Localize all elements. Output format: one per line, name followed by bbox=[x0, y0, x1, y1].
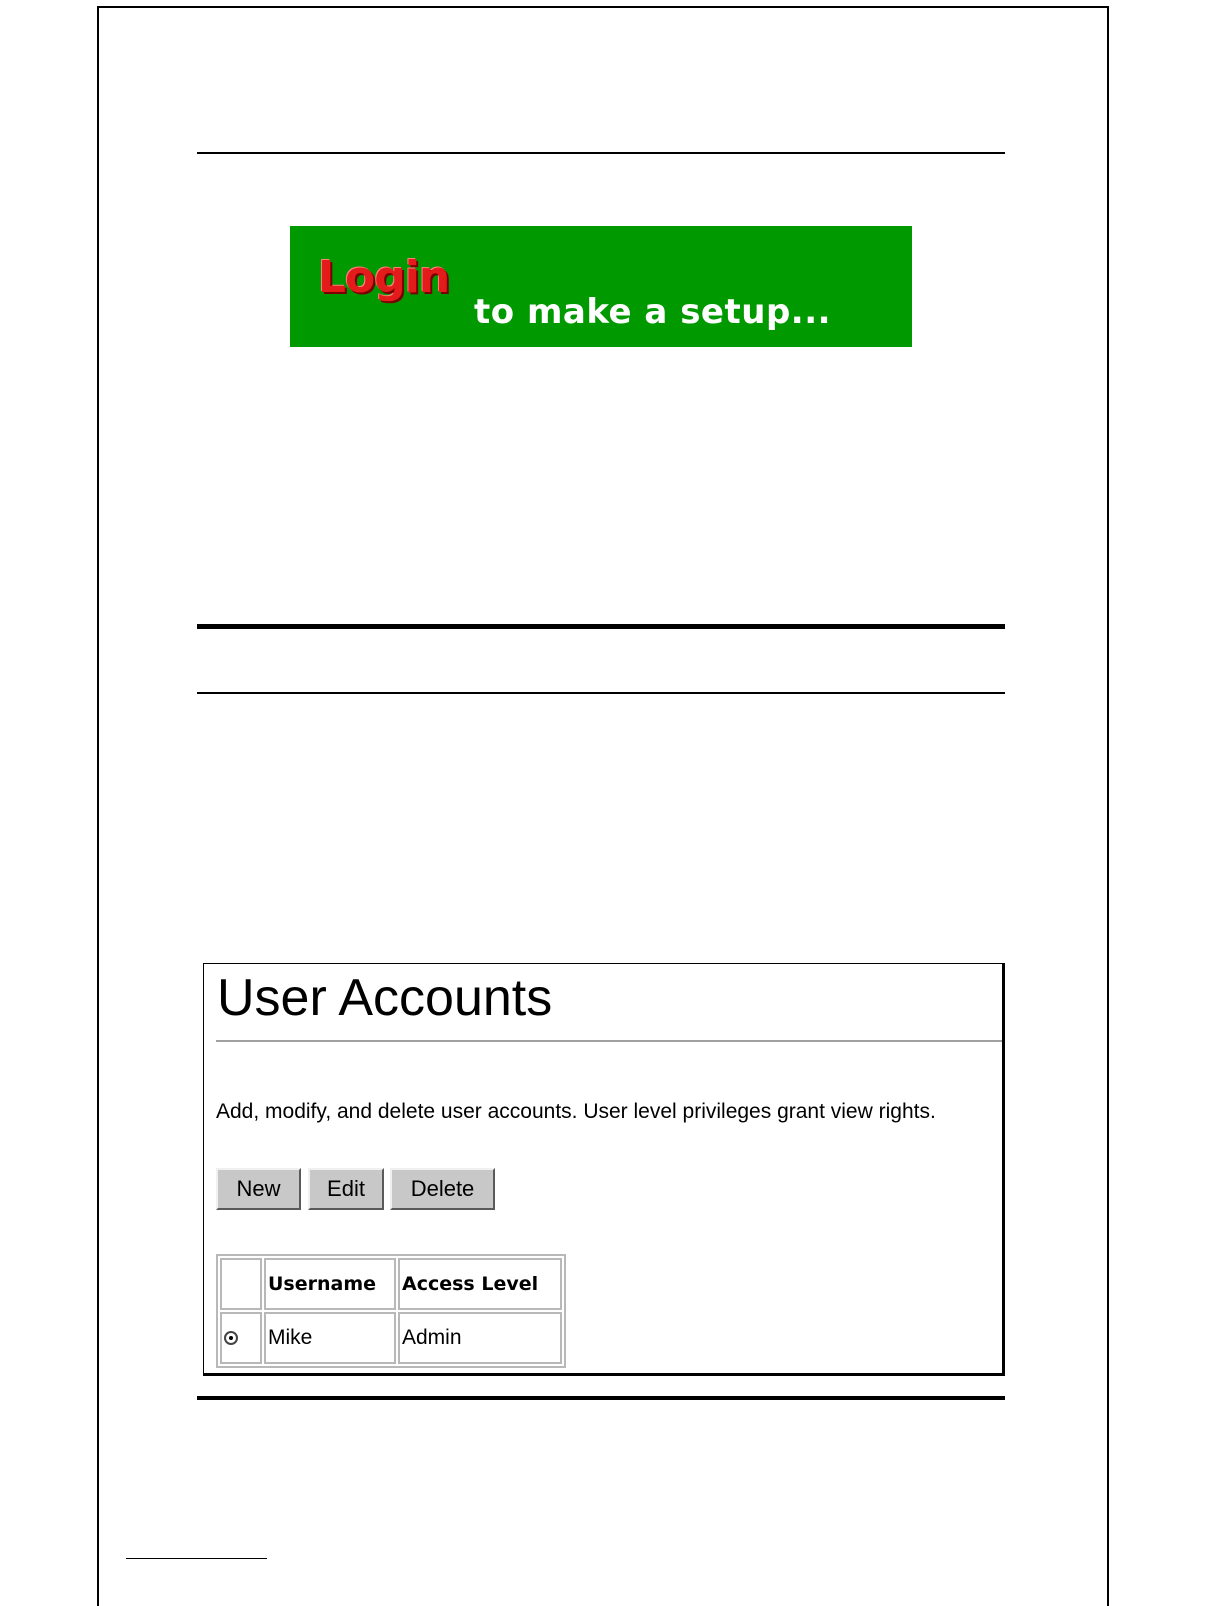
horizontal-rule bbox=[197, 692, 1005, 694]
delete-button[interactable]: Delete bbox=[390, 1168, 495, 1210]
user-accounts-panel bbox=[203, 963, 1005, 1376]
page-description: Add, modify, and delete user accounts. User level privileges grant view rights. bbox=[216, 1100, 936, 1123]
title-divider bbox=[216, 1040, 1002, 1042]
row-radio-button[interactable] bbox=[224, 1331, 238, 1345]
page-title: User Accounts bbox=[217, 969, 553, 1027]
horizontal-rule-thick bbox=[197, 624, 1005, 629]
horizontal-rule-thick bbox=[197, 1396, 1005, 1400]
table-row[interactable] bbox=[220, 1312, 562, 1364]
edit-button[interactable]: Edit bbox=[308, 1168, 384, 1210]
horizontal-rule bbox=[197, 152, 1005, 154]
table-header-row bbox=[220, 1258, 562, 1310]
username-cell: Mike bbox=[264, 1312, 396, 1364]
login-banner-image bbox=[290, 226, 912, 347]
banner-tagline-text: to make a setup... bbox=[474, 292, 832, 332]
row-select-cell bbox=[220, 1312, 262, 1364]
column-header-select bbox=[220, 1258, 262, 1310]
banner-login-text: Login bbox=[318, 252, 450, 303]
access-level-cell: Admin bbox=[398, 1312, 562, 1364]
user-accounts-table bbox=[216, 1254, 566, 1368]
column-header-access-level: Access Level bbox=[398, 1258, 562, 1310]
footnote-separator bbox=[126, 1558, 267, 1559]
new-button[interactable]: New bbox=[216, 1168, 301, 1210]
column-header-username: Username bbox=[264, 1258, 396, 1310]
